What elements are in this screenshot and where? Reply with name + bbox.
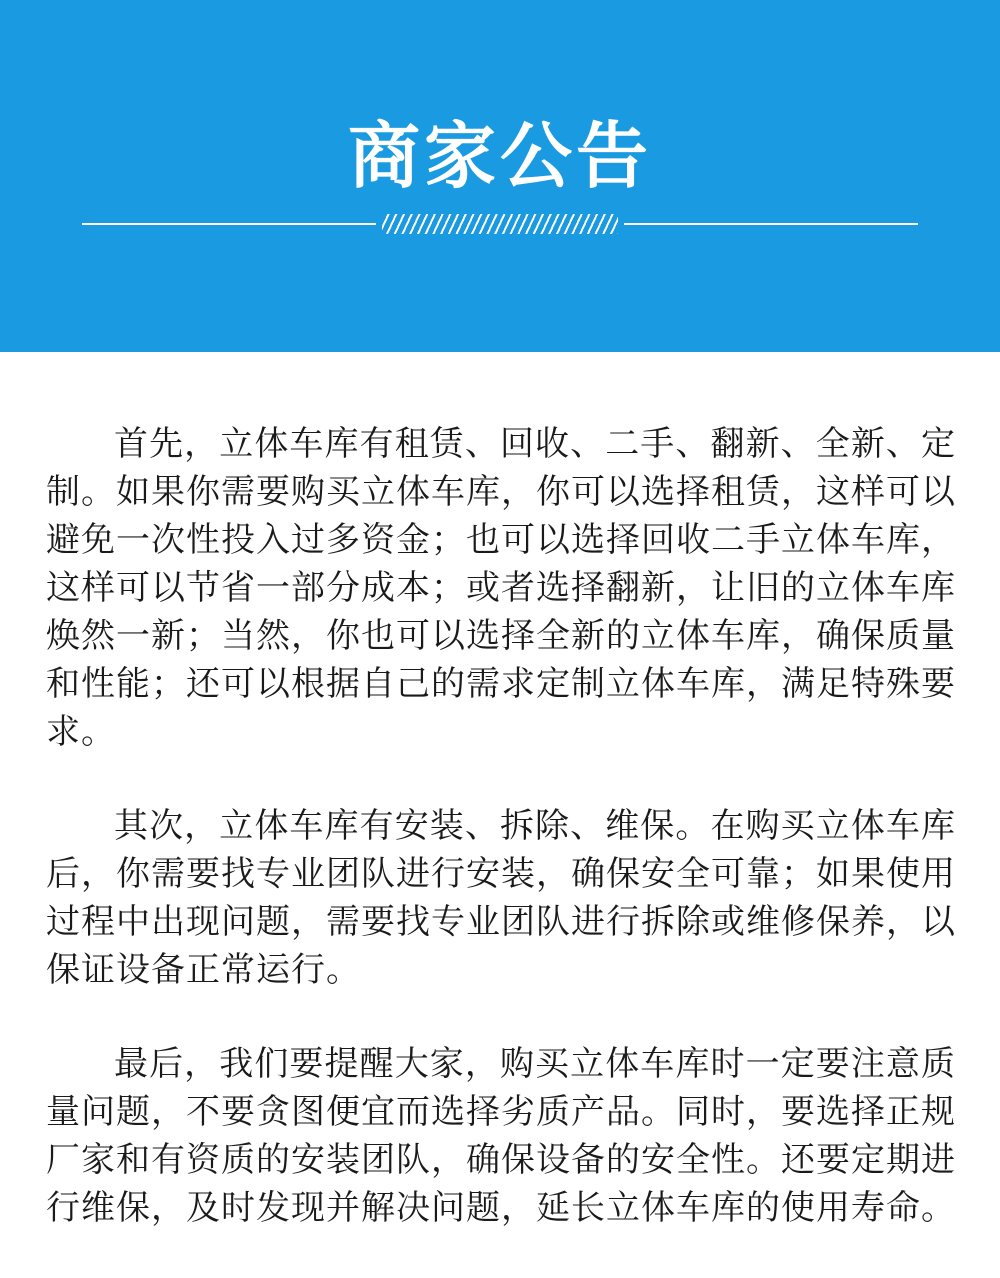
divider-line-left (82, 223, 376, 225)
divider-hatch-pattern (382, 214, 618, 234)
title-divider (82, 212, 918, 236)
page-title: 商家公告 (347, 114, 652, 198)
divider-line-right (624, 223, 918, 225)
paragraph-quality-reminder: 最后，我们要提醒大家，购买立体车库时一定要注意质量问题，不要贪图便宜而选择劣质产品。同时，要选择正规厂家和有资质的安装团队，确保设备的安全性。还要定期进行维保，及时发现并解决问题，延长立体车库的使用寿命。 (46, 1044, 956, 1228)
announcement-header (0, 0, 1000, 352)
announcement-body (46, 420, 956, 1278)
paragraph-rental-options: 首先，立体车库有租赁、回收、二手、翻新、全新、定制。如果你需要购买立体车库，你可以选择租赁，这样可以避免一次性投入过多资金；也可以选择回收二手立体车库，这样可以节省一部分成本；或者选择翻新，让旧的立体车库焕然一新；当然，你也可以选择全新的立体车库，确保质量和性能；还可以根据自己的需求定制立体车库，满足特殊要求。 (46, 424, 956, 752)
paragraph-installation-maintenance: 其次，立体车库有安装、拆除、维保。在购买立体车库后，你需要找专业团队进行安装，确保安全可靠；如果使用过程中出现问题，需要找专业团队进行拆除或维修保养，以保证设备正常运行。 (46, 806, 956, 990)
